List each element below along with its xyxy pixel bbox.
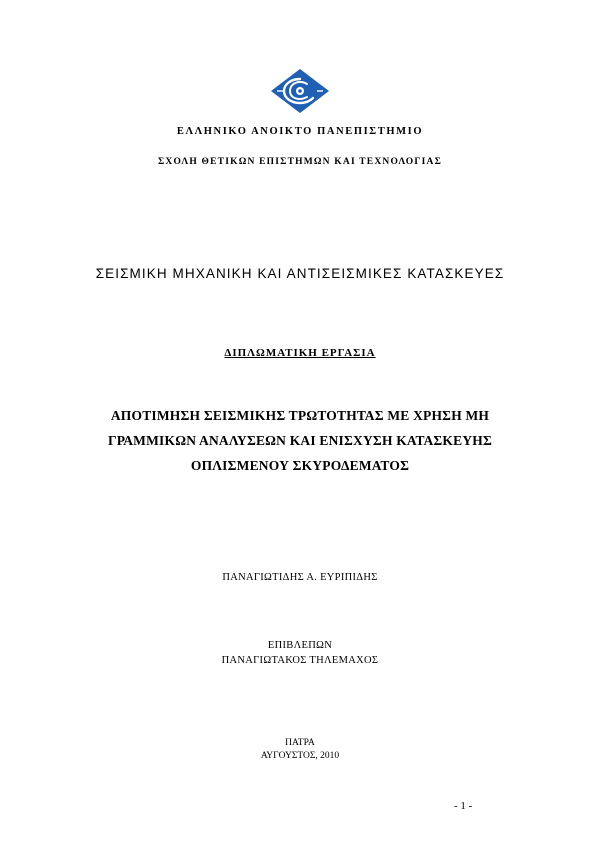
thesis-type-heading: ΔΙΠΛΩΜΑΤΙΚΗ ΕΡΓΑΣΙΑ <box>224 347 376 359</box>
thesis-title-line-2: ΓΡΑΜΜΙΚΩΝ ΑΝΑΛΥΣΕΩΝ ΚΑΙ ΕΝΙΣΧΥΣΗ ΚΑΤΑΣΚΕΥΗΣ <box>107 433 493 448</box>
date: ΑΥΓΟΥΣΤΟΣ, 2010 <box>260 751 340 761</box>
supervisor-label: ΕΠΙΒΛΕΠΩΝ <box>267 640 333 651</box>
university-emblem-icon <box>269 68 331 114</box>
thesis-title-line-3: ΟΠΛΙΣΜΕΝΟΥ ΣΚΥΡΟΔΕΜΑΤΟΣ <box>190 458 410 473</box>
thesis-title-line-1: ΑΠΟΤΙΜΗΣΗ ΣΕΙΣΜΙΚΗΣ ΤΡΩΤΟΤΗΤΑΣ ΜΕ ΧΡΗΣΗ ΜΗ <box>110 408 490 423</box>
program-name: ΣΕΙΣΜΙΚΗ ΜΗΧΑΝΙΚΗ ΚΑΙ ΑΝΤΙΣΕΙΣΜΙΚΕΣ ΚΑΤΑΣΚΕΥΕΣ <box>95 266 505 281</box>
author-name: ΠΑΝΑΓΙΩΤΙΔΗΣ Α. ΕΥΡΙΠΙΔΗΣ <box>222 572 378 583</box>
school-name: ΣΧΟΛΗ ΘΕΤΙΚΩΝ ΕΠΙΣΤΗΜΩΝ ΚΑΙ ΤΕΧΝΟΛΟΓΙΑΣ <box>158 157 442 167</box>
page-number: - 1 - <box>454 800 473 812</box>
supervisor-name: ΠΑΝΑΓΙΩΤΑΚΟΣ ΤΗΛΕΜΑΧΟΣ <box>221 655 379 666</box>
university-name: ΕΛΛΗΝΙΚΟ ΑΝΟΙΚΤΟ ΠΑΝΕΠΙΣΤΗΜΙΟ <box>176 126 424 137</box>
city: ΠΑΤΡΑ <box>285 738 315 748</box>
